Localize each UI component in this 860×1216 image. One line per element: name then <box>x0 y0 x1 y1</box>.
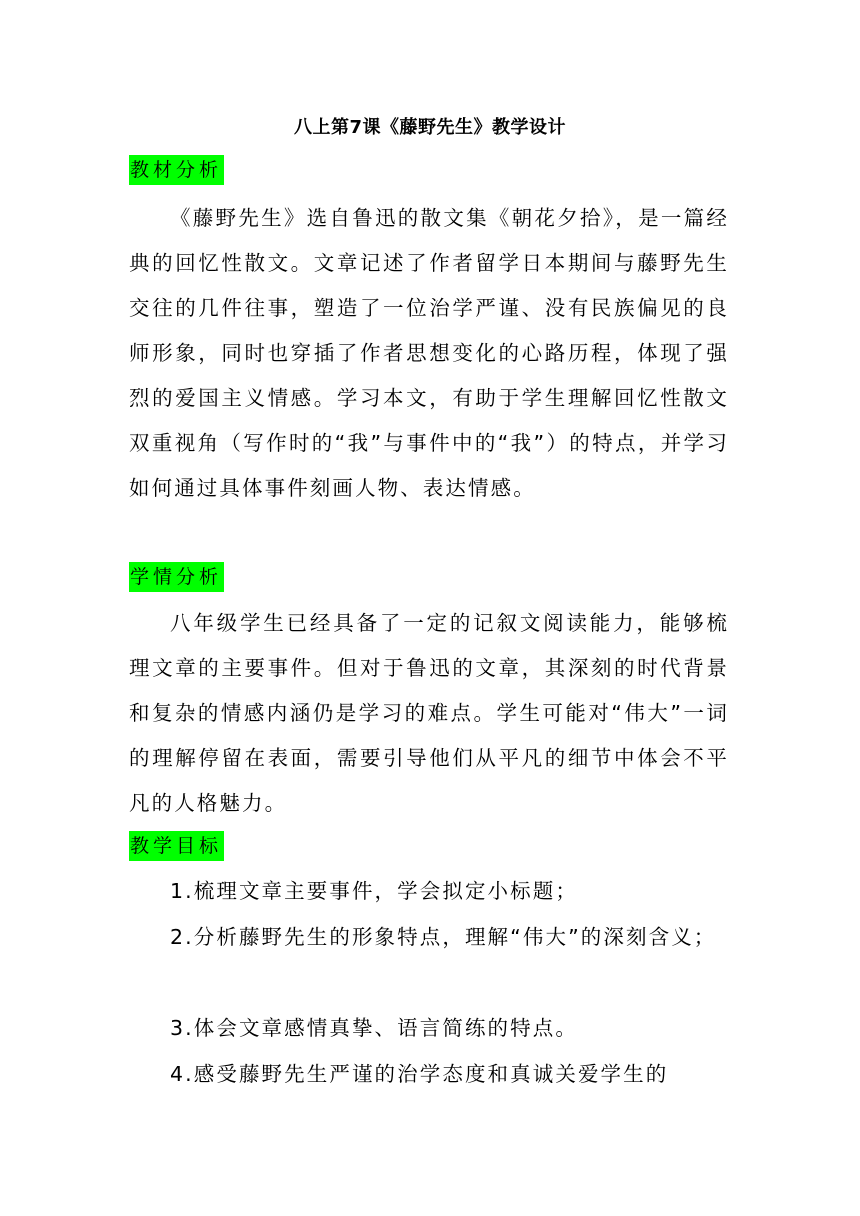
section-body-student-analysis: 八年级学生已经具备了一定的记叙文阅读能力，能够梳理文章的主要事件。但对于鲁迅的文章，其深刻的时代背景和复杂的情感内涵仍是学习的难点。学生可能对“伟大”一词的理解停留在表面，需要引导他们从平凡的细节中体会不平凡的人格魅力。 <box>129 611 729 815</box>
section-body-textbook-analysis: 《藤野先生》选自鲁迅的散文集《朝花夕拾》，是一篇经典的回忆性散文。文章记述了作者留学日本期间与藤野先生交往的几件往事，塑造了一位治学严谨、没有民族偏见的良师形象，同时也穿插了作者思想变化的心路历程，体现了强烈的爱国主义情感。学习本文，有助于学生理解回忆性散文双重视角（写作时的“我”与事件中的“我”）的特点，并学习如何通过具体事件刻画人物、表达情感。 <box>129 206 729 500</box>
goal-item-2: 2.分析藤野先生的形象特点，理解“伟大”的深刻含义； <box>170 925 717 949</box>
section-heading-student-analysis: 学情分析 <box>129 562 224 592</box>
goal-item-1: 1.梳理文章主要事件，学会拟定小标题； <box>170 879 578 903</box>
section-heading-textbook-analysis: 教材分析 <box>129 155 224 185</box>
goal-item-3: 3.体会文章感情真挚、语言简练的特点。 <box>170 1016 578 1040</box>
document-title: 八上第7课《藤野先生》教学设计 <box>293 117 567 138</box>
section-heading-teaching-goals: 教学目标 <box>129 831 224 861</box>
goal-item-4: 4.感受藤野先生严谨的治学态度和真诚关爱学生的 <box>170 1062 669 1086</box>
